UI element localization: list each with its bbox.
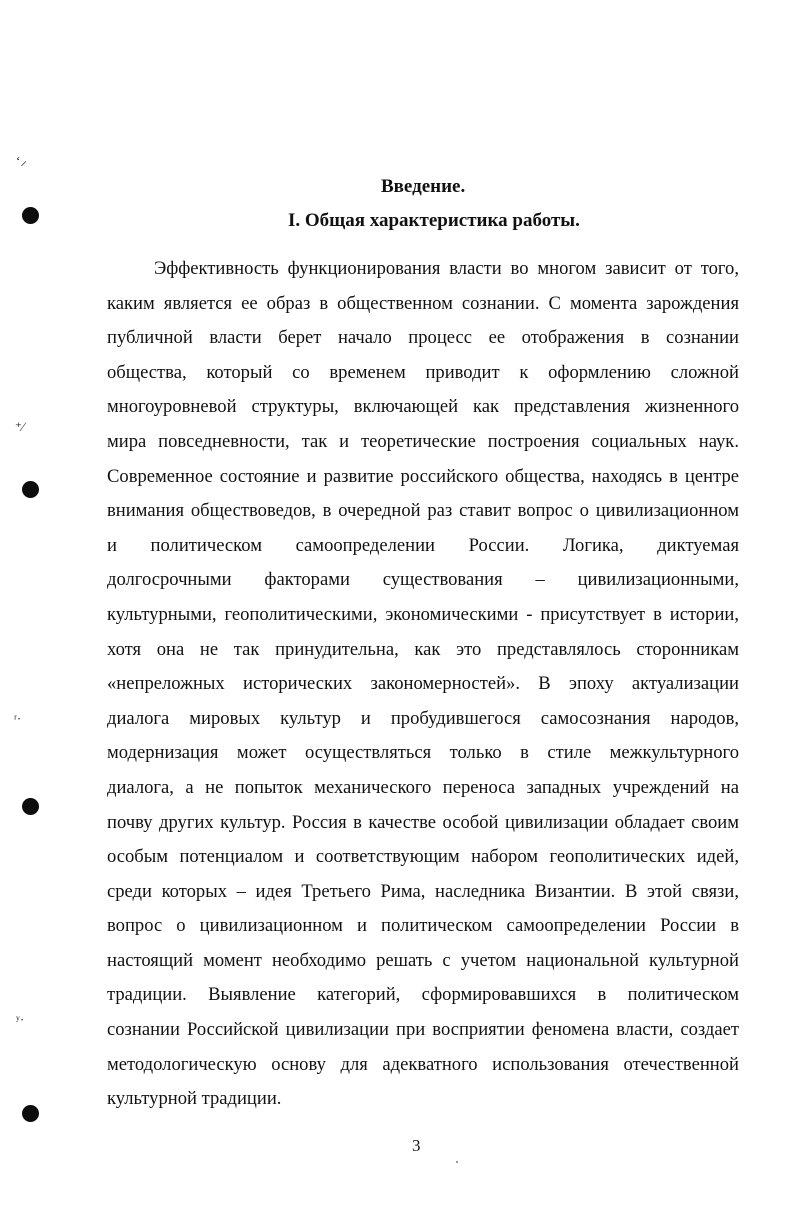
section-subheading: I. Общая характеристика работы. — [288, 210, 580, 231]
paragraph-line: публичной власти берет начало процесс ее отображения в сознании — [107, 327, 739, 349]
paragraph-line: общества, который со временем приводит к оформлению сложной — [107, 361, 739, 383]
paragraph-line: многоуровневой структуры, включающей как представления жизненного — [107, 396, 739, 418]
paragraph-line: среди которых – идея Третьего Рима, наследника Византии. В этой связи, — [107, 880, 739, 902]
binder-hole-2 — [22, 481, 39, 498]
binder-hole-3 — [22, 798, 39, 815]
paragraph-line: диалога, а не попыток механического переноса западных учреждений на — [107, 776, 739, 798]
paragraph-line: почву других культур. Россия в качестве особой цивилизации обладает своим — [107, 811, 739, 833]
paragraph-line: мира повседневности, так и теоретические построения социальных наук. — [107, 430, 739, 452]
page-number: 3 — [412, 1136, 421, 1155]
scan-speck-3: ʳ· — [14, 711, 22, 726]
body-paragraph — [107, 252, 739, 1117]
paragraph-line: «непреложных исторических закономерностей». В эпоху актуализации — [107, 673, 739, 695]
paragraph-line: культурными, геополитическими, экономическими - присутствует в истории, — [107, 603, 739, 625]
paragraph-line: долгосрочными факторами существования – цивилизационными, — [107, 569, 739, 591]
scan-speck-2: ⁺⁄ — [15, 419, 25, 434]
paragraph-line: внимания обществоведов, в очередной раз ставит вопрос о цивилизационном — [107, 500, 739, 522]
binder-hole-4 — [22, 1105, 39, 1122]
binder-hole-1 — [22, 207, 39, 224]
paragraph-line: хотя она не так принудительна, как это представлялось сторонникам — [107, 638, 739, 660]
scan-speck-1: ʻ⸝ — [16, 153, 27, 168]
paragraph-line: Современное состояние и развитие российского общества, находясь в центре — [107, 465, 739, 487]
scan-dot — [456, 1161, 458, 1163]
paragraph-line: сознании Российской цивилизации при восприятии феномена власти, создает — [107, 1019, 739, 1041]
paragraph-line: традиции. Выявление категорий, сформировавшихся в политическом — [107, 984, 739, 1006]
paragraph-line: особым потенциалом и соответствующим набором геополитических идей, — [107, 846, 739, 868]
paragraph-line: вопрос о цивилизационном и политическом самоопределении России в — [107, 915, 739, 937]
paragraph-line: каким является ее образ в общественном сознании. С момента зарождения — [107, 292, 739, 314]
paragraph-line: методологическую основу для адекватного использования отечественной — [107, 1053, 739, 1075]
paragraph-line: диалога мировых культур и пробудившегося самосознания народов, — [107, 707, 739, 729]
paragraph-line: модернизация может осуществляться только в стиле межкультурного — [107, 742, 739, 764]
scan-speck-4: ʸ· — [16, 1012, 25, 1027]
document-heading: Введение. — [381, 176, 466, 197]
paragraph-line: и политическом самоопределении России. Логика, диктуемая — [107, 534, 739, 556]
paragraph-line: настоящий момент необходимо решать с учетом национальной культурной — [107, 949, 739, 971]
paragraph-line: культурной традиции. — [107, 1088, 282, 1110]
paragraph-line: Эффективность функционирования власти во многом зависит от того, — [154, 258, 739, 279]
